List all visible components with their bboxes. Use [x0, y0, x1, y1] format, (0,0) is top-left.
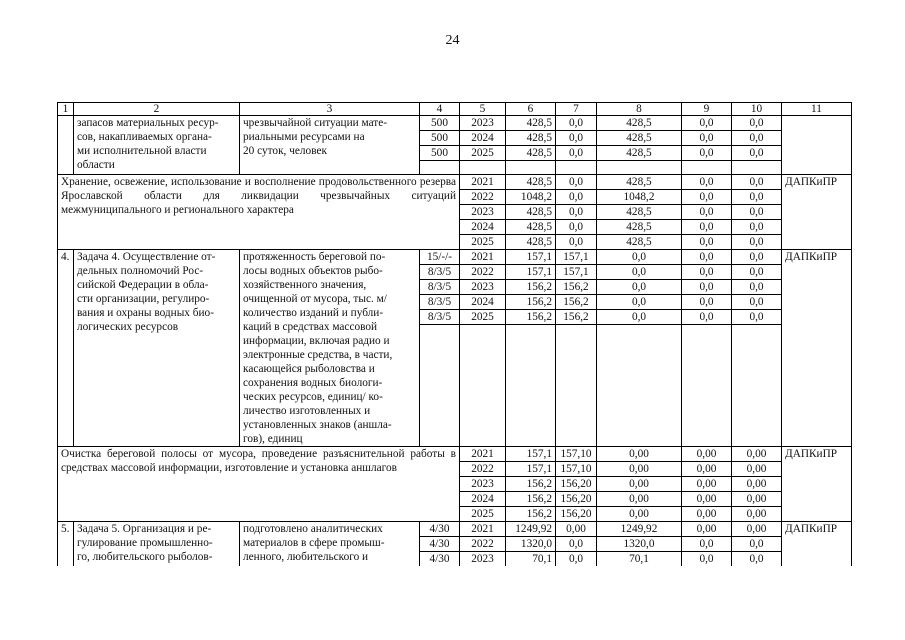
- value-cell: 0,0: [682, 131, 732, 146]
- unit-value: 4/30: [420, 522, 460, 537]
- program-table: [57, 102, 852, 566]
- value-cell: 0,0: [556, 146, 597, 161]
- value-cell: 0,00: [732, 462, 782, 477]
- empty-cell: [732, 325, 782, 447]
- year-cell: 2022: [460, 537, 506, 552]
- unit-value: 500: [420, 116, 460, 131]
- task-text: запасов материальных ресур- сов, накапливаемых органа- ми исполнительной власти области: [74, 116, 240, 175]
- value-cell: 0,0: [682, 295, 732, 310]
- year-cell: 2023: [460, 477, 506, 492]
- value-cell: 0,00: [682, 462, 732, 477]
- value-cell: 0,0: [682, 280, 732, 295]
- total-cell: 428,5: [506, 235, 556, 250]
- value-cell: 0,00: [732, 447, 782, 462]
- value-cell: 0,0: [732, 280, 782, 295]
- total-cell: 428,5: [506, 220, 556, 235]
- value-cell: 0,0: [682, 552, 732, 567]
- value-cell: 0,0: [597, 265, 682, 280]
- value-cell: 0,0: [682, 310, 732, 325]
- year-cell: 2023: [460, 205, 506, 220]
- col-header: 5: [460, 103, 506, 116]
- value-cell: 0,00: [682, 522, 732, 537]
- total-cell: 157,1: [506, 447, 556, 462]
- value-cell: 428,5: [597, 205, 682, 220]
- total-cell: 428,5: [506, 146, 556, 161]
- value-cell: 0,0: [732, 116, 782, 131]
- year-cell: 2023: [460, 552, 506, 567]
- executor-cell: ДАПКиПР: [782, 250, 852, 447]
- empty-cell: [597, 325, 682, 447]
- year-cell: 2021: [460, 250, 506, 265]
- indicator-text: чрезвычайной ситуации мате- риальными ресурсами на 20 суток, человек: [240, 116, 420, 175]
- empty-cell: [597, 161, 682, 175]
- value-cell: 0,0: [597, 280, 682, 295]
- executor-cell: ДАПКиПР: [782, 175, 852, 250]
- activity-text: Хранение, освежение, использование и восполнение продовольственного резерва Ярославской области для ликвидации чрезвычайных ситуаций межмуниципального и регионального характера: [58, 175, 460, 250]
- value-cell: 0,0: [732, 131, 782, 146]
- value-cell: 0,0: [732, 220, 782, 235]
- value-cell: 0,0: [597, 295, 682, 310]
- value-cell: 157,1: [556, 250, 597, 265]
- value-cell: 156,2: [556, 310, 597, 325]
- value-cell: 0,0: [556, 205, 597, 220]
- value-cell: 0,00: [597, 447, 682, 462]
- value-cell: 70,1: [597, 552, 682, 567]
- total-cell: 428,5: [506, 175, 556, 190]
- value-cell: 1249,92: [597, 522, 682, 537]
- year-cell: 2023: [460, 116, 506, 131]
- value-cell: 0,0: [732, 552, 782, 567]
- total-cell: 157,1: [506, 265, 556, 280]
- total-cell: 1048,2: [506, 190, 556, 205]
- value-cell: 428,5: [597, 220, 682, 235]
- value-cell: 0,00: [597, 492, 682, 507]
- empty-cell: [460, 325, 506, 447]
- value-cell: 0,00: [597, 462, 682, 477]
- value-cell: 0,0: [732, 250, 782, 265]
- year-cell: 2022: [460, 190, 506, 205]
- total-cell: 156,2: [506, 507, 556, 522]
- col-header: 10: [732, 103, 782, 116]
- col-header: 1: [58, 103, 74, 116]
- value-cell: 0,0: [556, 190, 597, 205]
- empty-cell: [682, 161, 732, 175]
- row-number: 4.: [58, 250, 74, 447]
- value-cell: 0,0: [732, 235, 782, 250]
- value-cell: 428,5: [597, 131, 682, 146]
- executor-cell: ДАПКиПР: [782, 522, 852, 567]
- year-cell: 2021: [460, 447, 506, 462]
- empty-cell: [506, 325, 556, 447]
- value-cell: 0,00: [732, 477, 782, 492]
- value-cell: 0,0: [682, 220, 732, 235]
- value-cell: 156,2: [556, 295, 597, 310]
- value-cell: 1320,0: [597, 537, 682, 552]
- value-cell: 156,20: [556, 492, 597, 507]
- value-cell: 0,0: [597, 250, 682, 265]
- empty-cell: [420, 161, 460, 175]
- total-cell: 156,2: [506, 295, 556, 310]
- value-cell: 0,0: [556, 116, 597, 131]
- value-cell: 157,10: [556, 462, 597, 477]
- value-cell: 0,0: [732, 146, 782, 161]
- unit-value: 500: [420, 131, 460, 146]
- empty-cell: [460, 161, 506, 175]
- year-cell: 2024: [460, 131, 506, 146]
- value-cell: 0,0: [556, 552, 597, 567]
- activity-text: Очистка береговой полосы от мусора, проведение разъяснительной работы в средствах массовой информации, изготовление и установка аншлагов: [58, 447, 460, 522]
- value-cell: 0,0: [682, 146, 732, 161]
- empty-cell: [506, 161, 556, 175]
- year-cell: 2022: [460, 462, 506, 477]
- year-cell: 2024: [460, 492, 506, 507]
- table-header-row: [58, 103, 852, 116]
- value-cell: 0,0: [682, 190, 732, 205]
- value-cell: 0,0: [732, 310, 782, 325]
- value-cell: 0,00: [732, 507, 782, 522]
- value-cell: 0,0: [597, 310, 682, 325]
- value-cell: 156,20: [556, 477, 597, 492]
- value-cell: 0,0: [732, 190, 782, 205]
- value-cell: 428,5: [597, 146, 682, 161]
- year-cell: 2023: [460, 280, 506, 295]
- total-cell: 428,5: [506, 116, 556, 131]
- executor-cell: [782, 116, 852, 175]
- value-cell: 428,5: [597, 175, 682, 190]
- year-cell: 2024: [460, 220, 506, 235]
- col-header: 6: [506, 103, 556, 116]
- value-cell: 0,0: [682, 235, 732, 250]
- value-cell: 157,1: [556, 265, 597, 280]
- col-header: 2: [74, 103, 240, 116]
- col-header: 3: [240, 103, 420, 116]
- value-cell: 0,00: [682, 492, 732, 507]
- year-cell: 2022: [460, 265, 506, 280]
- table-row: [58, 447, 852, 462]
- row-number: 5.: [58, 522, 74, 567]
- table-row: [58, 250, 852, 265]
- year-cell: 2025: [460, 310, 506, 325]
- page-number: 24: [445, 33, 460, 48]
- value-cell: 0,00: [682, 447, 732, 462]
- year-cell: 2024: [460, 295, 506, 310]
- value-cell: 0,00: [732, 522, 782, 537]
- value-cell: 0,0: [556, 131, 597, 146]
- task-text: Задача 5. Организация и ре- гулирование промышленно- го, любительского рыболов-: [74, 522, 240, 567]
- value-cell: 0,0: [732, 205, 782, 220]
- table-row: [58, 175, 852, 190]
- value-cell: 0,0: [732, 537, 782, 552]
- col-header: 7: [556, 103, 597, 116]
- value-cell: 0,0: [682, 116, 732, 131]
- value-cell: 0,0: [732, 265, 782, 280]
- total-cell: 70,1: [506, 552, 556, 567]
- executor-cell: ДАПКиПР: [782, 447, 852, 522]
- empty-cell: [682, 325, 732, 447]
- total-cell: 156,2: [506, 280, 556, 295]
- col-header: 8: [597, 103, 682, 116]
- value-cell: 0,0: [682, 205, 732, 220]
- total-cell: 156,2: [506, 477, 556, 492]
- unit-value: 4/30: [420, 537, 460, 552]
- year-cell: 2021: [460, 175, 506, 190]
- empty-cell: [556, 325, 597, 447]
- empty-cell: [420, 325, 460, 447]
- unit-value: 8/3/5: [420, 310, 460, 325]
- value-cell: 0,00: [682, 507, 732, 522]
- total-cell: 428,5: [506, 205, 556, 220]
- unit-value: 8/3/5: [420, 265, 460, 280]
- value-cell: 0,0: [682, 537, 732, 552]
- unit-value: 8/3/5: [420, 280, 460, 295]
- value-cell: 0,00: [556, 522, 597, 537]
- year-cell: 2025: [460, 507, 506, 522]
- value-cell: 0,00: [597, 507, 682, 522]
- table-row: [58, 116, 852, 131]
- value-cell: 0,00: [682, 477, 732, 492]
- total-cell: 157,1: [506, 250, 556, 265]
- indicator-text: подготовлено аналитических материалов в сфере промыш- ленного, любительского и: [240, 522, 420, 567]
- empty-cell: [556, 161, 597, 175]
- value-cell: 0,0: [556, 235, 597, 250]
- value-cell: 0,0: [556, 220, 597, 235]
- year-cell: 2025: [460, 146, 506, 161]
- value-cell: 0,00: [732, 492, 782, 507]
- unit-value: 500: [420, 146, 460, 161]
- value-cell: 428,5: [597, 116, 682, 131]
- indicator-text: протяженность береговой по- лосы водных объектов рыбо- хозяйственного значения, очищенной от мусора, тыс. м/ количество изданий и публи- каций в средствах массовой информации, включая радио и электронные средства, в части, касающейся рыболовства и сохранения водных биологи- ческих ресурсов, единиц/ ко- личество изготовленных и установленных знаков (аншла- гов), единиц: [240, 250, 420, 447]
- task-text: Задача 4. Осуществление от- дельных полномочий Рос- сийской Федерации в обла- сти организации, регулиро- вания и охраны водных био- логических ресурсов: [74, 250, 240, 447]
- value-cell: 1048,2: [597, 190, 682, 205]
- value-cell: 0,0: [732, 295, 782, 310]
- table-row: [58, 522, 852, 537]
- value-cell: 0,0: [556, 175, 597, 190]
- total-cell: 1249,92: [506, 522, 556, 537]
- total-cell: 428,5: [506, 131, 556, 146]
- unit-value: 15/-/-: [420, 250, 460, 265]
- empty-cell: [732, 161, 782, 175]
- value-cell: 156,2: [556, 280, 597, 295]
- value-cell: 0,0: [556, 537, 597, 552]
- total-cell: 157,1: [506, 462, 556, 477]
- unit-value: 8/3/5: [420, 295, 460, 310]
- col-header: 11: [782, 103, 852, 116]
- value-cell: 156,20: [556, 507, 597, 522]
- value-cell: 0,0: [732, 175, 782, 190]
- total-cell: 156,2: [506, 310, 556, 325]
- unit-value: 4/30: [420, 552, 460, 567]
- year-cell: 2021: [460, 522, 506, 537]
- row-number: [58, 116, 74, 175]
- col-header: 4: [420, 103, 460, 116]
- value-cell: 428,5: [597, 235, 682, 250]
- value-cell: 157,10: [556, 447, 597, 462]
- value-cell: 0,0: [682, 250, 732, 265]
- value-cell: 0,0: [682, 175, 732, 190]
- total-cell: 156,2: [506, 492, 556, 507]
- col-header: 9: [682, 103, 732, 116]
- total-cell: 1320,0: [506, 537, 556, 552]
- value-cell: 0,00: [597, 477, 682, 492]
- year-cell: 2025: [460, 235, 506, 250]
- value-cell: 0,0: [682, 265, 732, 280]
